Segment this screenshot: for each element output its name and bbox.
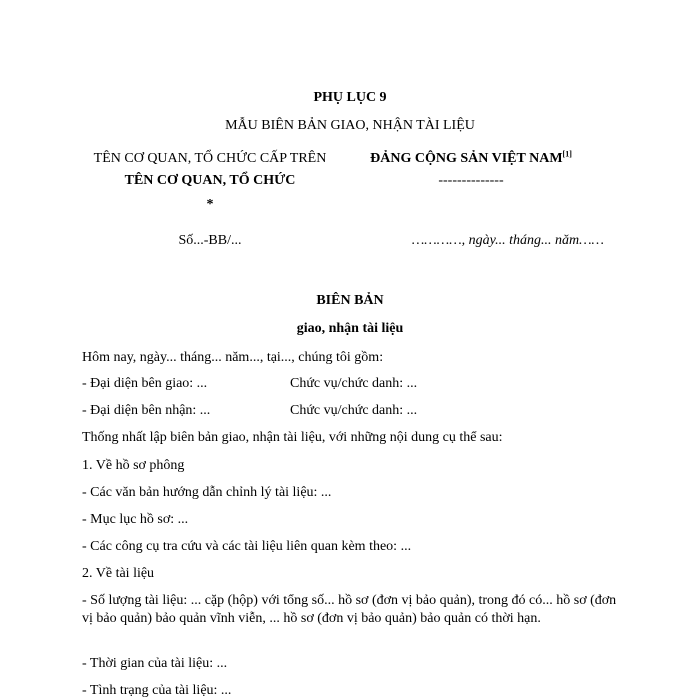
giver-position: Chức vụ/chức danh: ... (290, 376, 418, 391)
org-star: * (206, 197, 214, 212)
section2-condition: - Tình trạng của tài liệu: ... (82, 683, 232, 698)
section2-quantity: - Số lượng tài liệu: ... cặp (hộp) với tổng số... hồ sơ (đơn vị bảo quản), trong đó có... hồ sơ (đơn vị bảo quản) bảo quản vĩnh viễn, ... hồ sơ (đơn vị bảo quản) bảo quản có thời hạn. (82, 593, 617, 626)
footnote-mark: [1] (562, 149, 572, 159)
section1-item-catalog: - Mục lục hồ sơ: ... (82, 512, 189, 527)
party-dashes: -------------- (438, 173, 504, 188)
section2-time: - Thời gian của tài liệu: ... (82, 656, 228, 671)
party-name (340, 150, 602, 168)
section1-item-tools: - Các công cụ tra cứu và các tài liệu liên quan kèm theo: ... (82, 539, 412, 554)
section1-heading: 1. Về hồ sơ phông (82, 458, 185, 473)
document-number: Số...-BB/... (178, 233, 242, 248)
section1-item-guidelines: - Các văn bản hướng dẫn chỉnh lý tài liệu: ... (82, 485, 332, 500)
party-name-text: ĐẢNG CỘNG SẢN VIỆT NAM (370, 151, 563, 166)
receiver-position: Chức vụ/chức danh: ... (290, 403, 418, 418)
appendix-title: PHỤ LỤC 9 (313, 90, 387, 105)
intro-line: Hôm nay, ngày... tháng... năm..., tại..., chúng tôi gồm: (82, 350, 384, 365)
receiver-representative: - Đại diện bên nhận: ... (82, 403, 211, 418)
agreement-line: Thống nhất lập biên bản giao, nhận tài liệu, với những nội dung cụ thể sau: (82, 430, 503, 445)
document-title: BIÊN BẢN (316, 293, 384, 308)
date-line: …………, ngày... tháng... năm…… (411, 233, 604, 248)
parent-org-name: TÊN CƠ QUAN, TỔ CHỨC CẤP TRÊN (93, 151, 327, 166)
document-subtitle: giao, nhận tài liệu (296, 321, 404, 336)
org-name: TÊN CƠ QUAN, TỔ CHỨC (124, 173, 296, 188)
appendix-subtitle: MẪU BIÊN BẢN GIAO, NHẬN TÀI LIỆU (225, 118, 475, 133)
giver-representative: - Đại diện bên giao: ... (82, 376, 208, 391)
section2-heading: 2. Về tài liệu (82, 566, 155, 581)
